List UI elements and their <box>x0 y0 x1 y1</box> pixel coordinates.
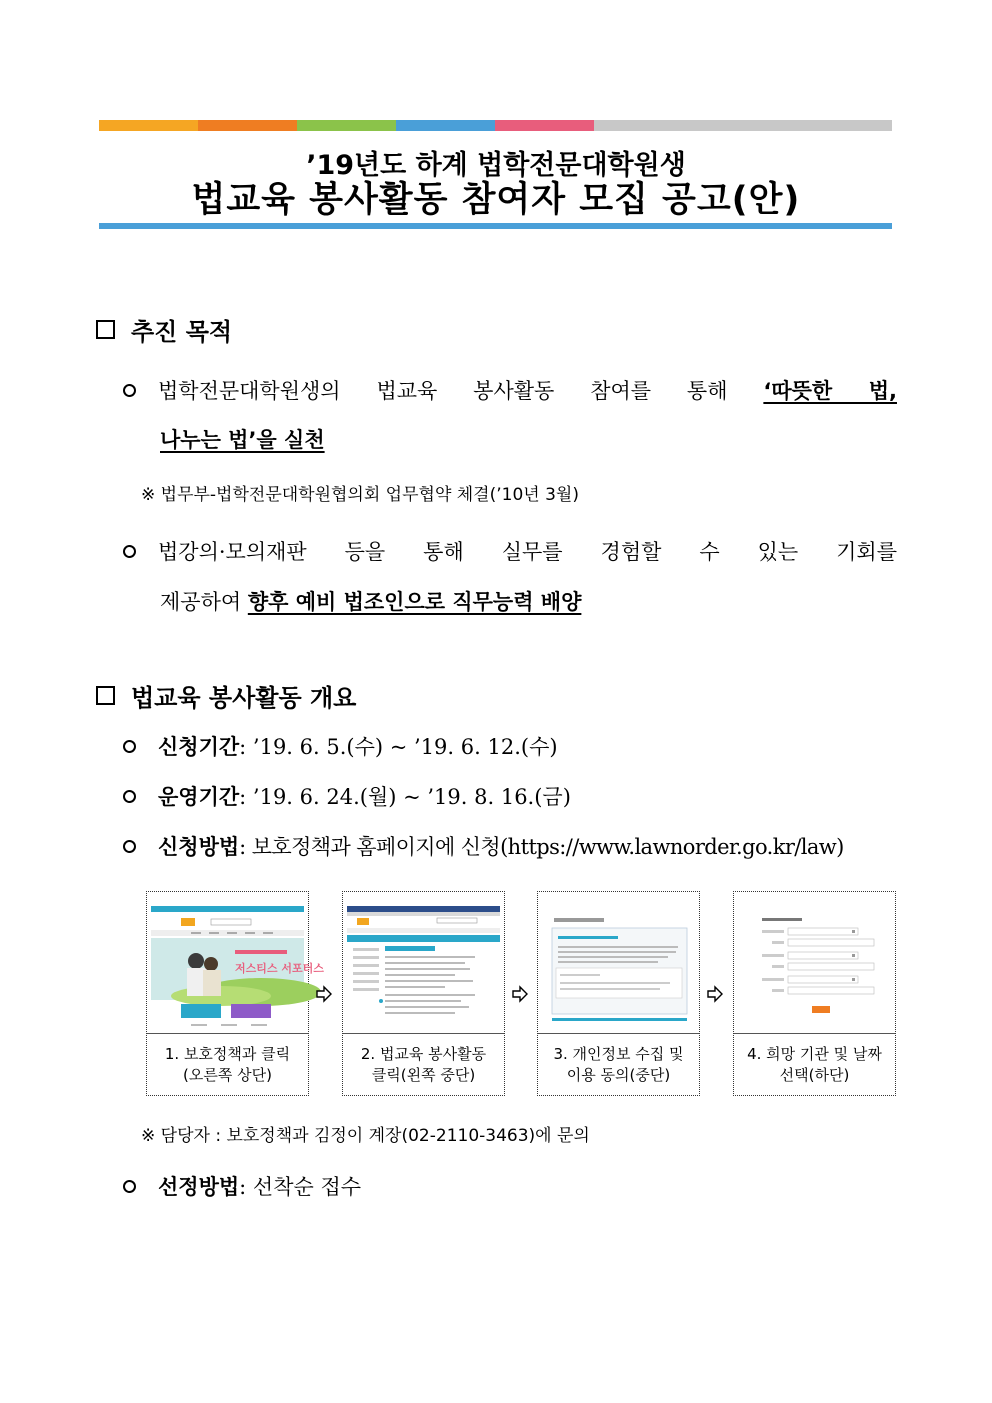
section-heading-purpose <box>96 312 232 347</box>
arrow-right-icon <box>511 985 529 1003</box>
step-3-caption <box>538 1033 699 1097</box>
step-4-caption-line1: 4. 희망 기관 및 날짜 <box>747 1045 882 1063</box>
checkbox-square-icon <box>96 686 115 705</box>
purpose-item-1-emphasis: ‘따뜻한 법, <box>763 379 897 403</box>
purpose-item-2-text: 법강의·모의재판 등을 통해 실무를 경험할 수 있는 기회를 <box>158 540 897 564</box>
step-2-caption-line2: 클릭(왼쪽 중단) <box>371 1066 476 1084</box>
section-heading-text: 법교육 봉사활동 개요 <box>131 684 357 712</box>
title-underline <box>99 223 892 229</box>
step-4-box <box>733 891 896 1096</box>
step-2-screenshot <box>347 906 500 1031</box>
apply-period-value: : ’19. 6. 5.(수) ~ ’19. 6. 12.(수) <box>239 735 558 759</box>
purpose-item-1-emphasis-cont: 나누는 법’을 실천 <box>160 428 325 452</box>
circle-bullet-icon <box>123 740 136 753</box>
decorative-color-bar <box>99 120 892 131</box>
apply-period <box>123 731 558 761</box>
apply-method-label: 신청방법 <box>158 835 240 859</box>
circle-bullet-icon <box>123 790 136 803</box>
purpose-item-2-text-cont: 제공하여 <box>160 590 248 614</box>
step-1-caption-line1: 1. 보호정책과 클릭 <box>164 1045 291 1063</box>
selection-method-value: : 선착순 접수 <box>239 1175 362 1199</box>
color-bar-segment-orange <box>198 120 297 131</box>
step-2-caption <box>343 1033 504 1097</box>
step-4-screenshot <box>738 906 891 1031</box>
step-1-screenshot <box>151 906 324 1031</box>
purpose-item-2 <box>123 536 897 566</box>
step-3-box <box>537 891 700 1096</box>
step-1-caption-line2: (오른쪽 상단) <box>183 1066 272 1084</box>
color-bar-segment-yellow <box>99 120 198 131</box>
arrow-right-icon <box>315 985 333 1003</box>
section-heading-overview <box>96 678 356 713</box>
apply-method <box>123 831 844 861</box>
step-3-caption-line1: 3. 개인정보 수집 및 <box>553 1045 684 1063</box>
circle-bullet-icon <box>123 840 136 853</box>
purpose-item-1-text: 법학전문대학원생의 법교육 봉사활동 참여를 통해 <box>158 379 764 403</box>
purpose-item-1-continuation <box>160 424 325 454</box>
step-4-caption <box>734 1033 895 1097</box>
circle-bullet-icon <box>123 1180 136 1193</box>
step-2-caption-line1: 2. 법교육 봉사활동 <box>360 1045 487 1063</box>
selection-method <box>123 1171 361 1201</box>
step-3-screenshot <box>542 906 695 1031</box>
checkbox-square-icon <box>96 320 115 339</box>
step-4-caption-line2: 선택(하단) <box>779 1066 850 1084</box>
contact-note: ※ 담당자 : 보호정책과 김정이 계장(02-2110-3463)에 문의 <box>141 1126 590 1146</box>
color-bar-segment-gray <box>594 120 892 131</box>
screenshot-banner-text: 저스티스 서포터스 <box>235 962 324 975</box>
step-1-box <box>146 891 324 1096</box>
purpose-item-2-emphasis: 향후 예비 법조인으로 직무능력 배양 <box>247 590 582 614</box>
document-title: 법교육 봉사활동 참여자 모집 공고(안) <box>191 180 801 220</box>
section-heading-text: 추진 목적 <box>131 318 233 346</box>
step-2-box <box>342 891 505 1096</box>
circle-bullet-icon <box>123 545 136 558</box>
circle-bullet-icon <box>123 384 136 397</box>
purpose-note: ※ 법무부-법학전문대학원협의회 업무협약 체결(’10년 3월) <box>141 485 579 505</box>
operate-period-value: : ’19. 6. 24.(월) ~ ’19. 8. 16.(금) <box>239 785 571 809</box>
step-3-caption-line2: 이용 동의(중단) <box>566 1066 671 1084</box>
color-bar-segment-blue <box>396 120 495 131</box>
step-1-caption <box>147 1033 308 1097</box>
arrow-right-icon <box>706 985 724 1003</box>
apply-period-label: 신청기간 <box>158 735 240 759</box>
operate-period <box>123 781 571 811</box>
selection-method-label: 선정방법 <box>158 1175 240 1199</box>
document-subtitle: ’19년도 하계 법학전문대학원생 <box>306 150 686 181</box>
purpose-item-2-continuation <box>160 586 581 616</box>
apply-method-value: : 보호정책과 홈페이지에 신청(https://www.lawnorder.go.kr/law) <box>239 835 844 859</box>
operate-period-label: 운영기간 <box>158 785 240 809</box>
color-bar-segment-pink <box>495 120 594 131</box>
purpose-item-1 <box>123 375 897 405</box>
color-bar-segment-green <box>297 120 396 131</box>
